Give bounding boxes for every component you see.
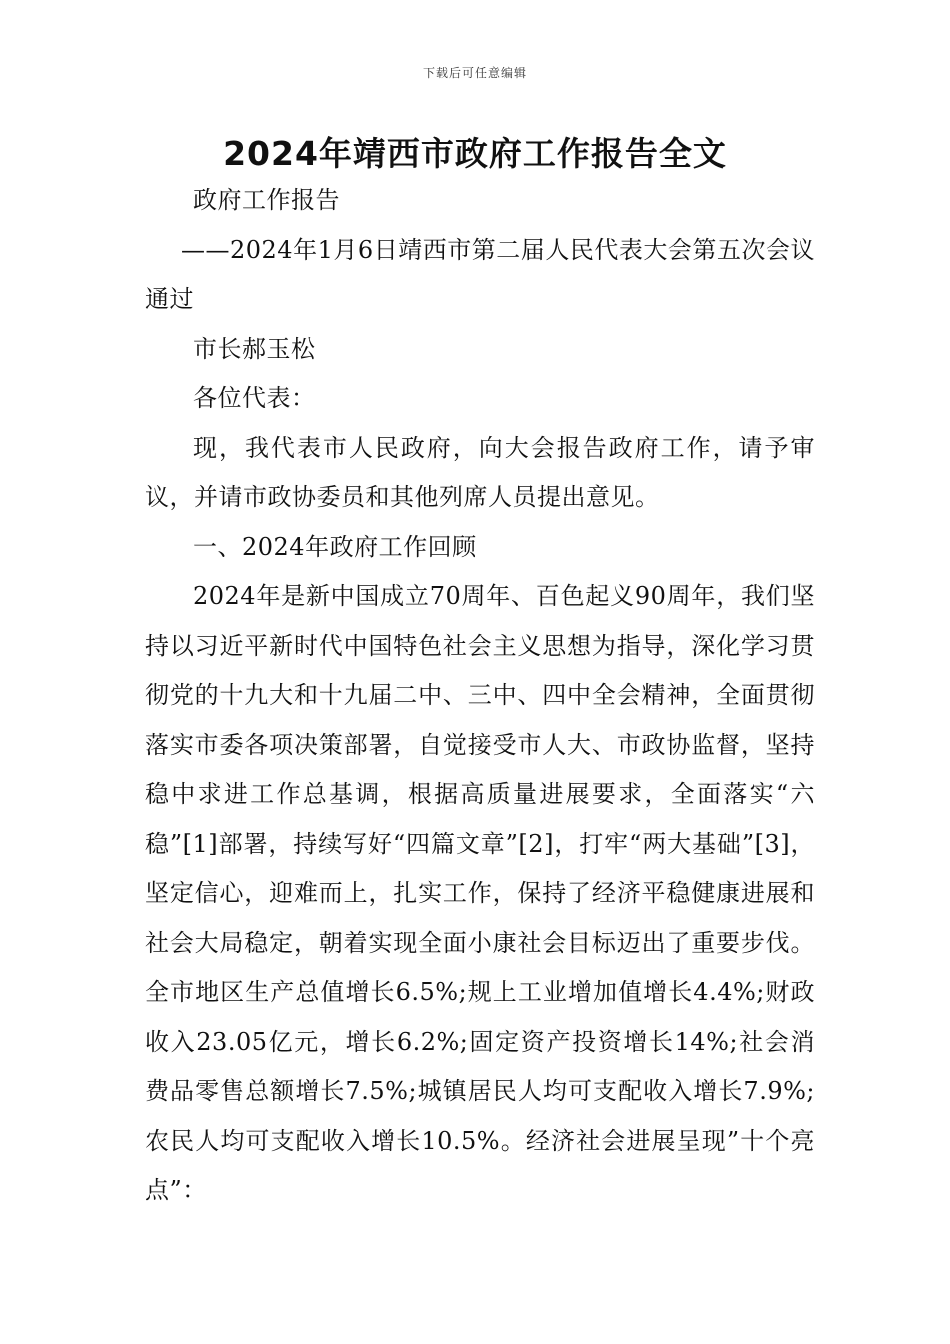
report-heading: 政府工作报告 xyxy=(193,186,340,214)
adoption-note: ——2024年1月6日靖西市第二届人民代表大会第五次会议通过 xyxy=(145,235,815,313)
page-header-note: 下载后可任意编辑 xyxy=(422,66,527,80)
salutation: 各位代表： xyxy=(193,384,316,412)
speaker-line: 市长郝玉松 xyxy=(193,334,316,363)
document-body xyxy=(145,176,815,1216)
opening-paragraph: 现，我代表市人民政府，向大会报告政府工作，请予审议，并请市政协委员和其他列席人员提出意见。 xyxy=(145,433,815,511)
review-paragraph: 2024年是新中国成立70周年、百色起义90周年，我们坚持以习近平新时代中国特色社会主义思想为指导，深化学习贯彻党的十九大和十九届二中、三中、四中全会精神，全面贯彻落实市委各项决策部署，自觉接受市人大、市政协监督，坚持稳中求进工作总基调，根据高质量进展要求，全面落实“六稳”[1]部署，持续写好“四篇文章”[2]，打牢“两大基础”[3]，坚定信心，迎难而上，扎实工作，保持了经济平稳健康进展和社会大局稳定，朝着实现全面小康社会目标迈出了重要步伐。全市地区生产总值增长6.5%;规上工业增加值增长4.4%;财政收入23.05亿元，增长6.2%;固定资产投资增长14%;社会消费品零售总额增长7.5%;城镇居民人均可支配收入增长7.9%;农民人均可支配收入增长10.5%。经济社会进展呈现”十个亮点”： xyxy=(145,582,815,1204)
document-title: 2024年靖西市政府工作报告全文 xyxy=(223,134,727,173)
section-heading: 一、2024年政府工作回顾 xyxy=(193,532,477,561)
